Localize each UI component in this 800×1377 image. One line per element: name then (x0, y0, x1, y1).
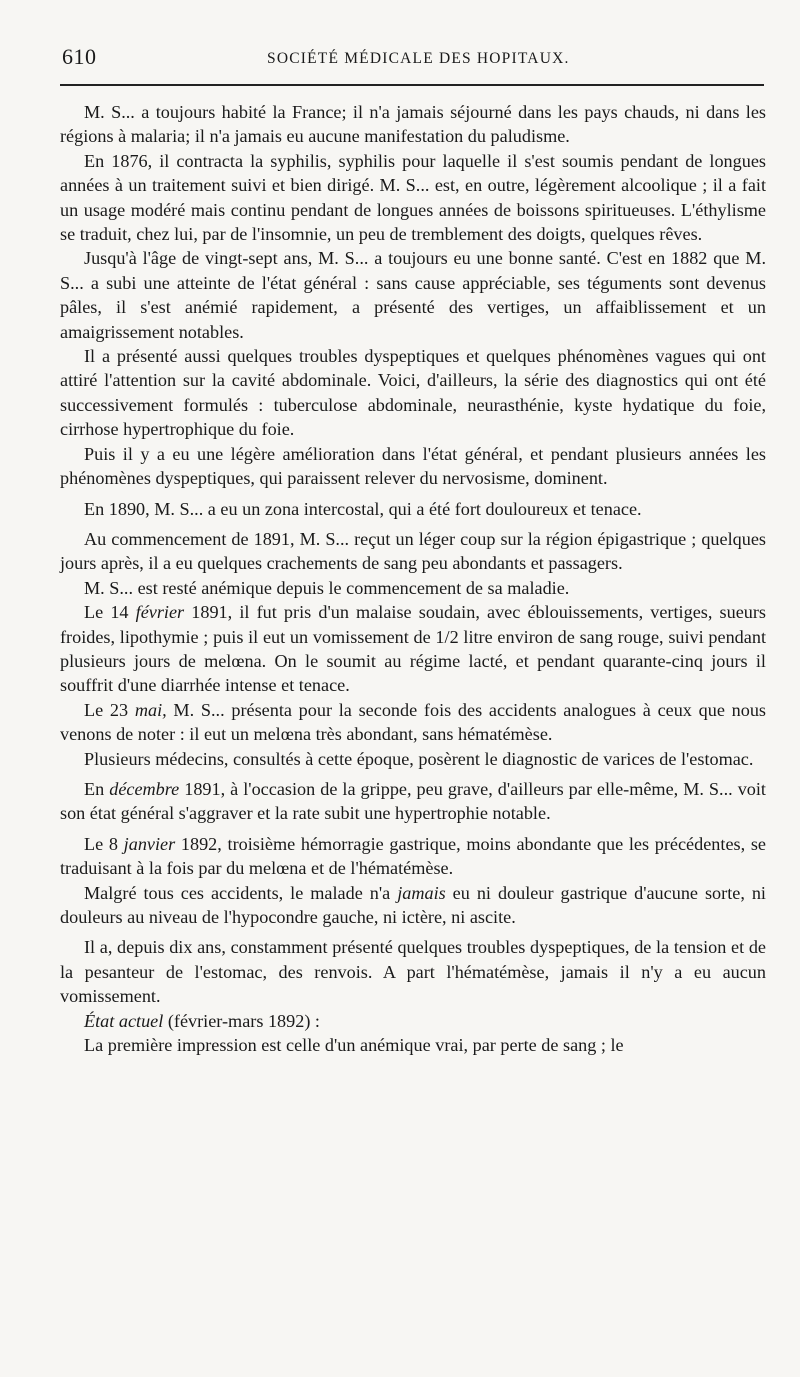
page-header (62, 44, 762, 78)
paragraph: En 1890, M. S... a eu un zona intercostal, qui a été fort douloureux et tenace. (84, 498, 642, 519)
date-emphasis: février (135, 602, 185, 623)
section-heading-emphasis: État actuel (84, 1010, 164, 1031)
word-emphasis: jamais (397, 882, 446, 903)
paragraph: Il a, depuis dix ans, constamment présenté quelques troubles dyspeptiques, de la tension et de la pesanteur de l'estomac, des renvois. A part l'hématémèse, jamais il n'y a eu aucun vomissement. (60, 937, 766, 1007)
paragraph (60, 777, 766, 826)
paragraph-text: En (84, 778, 110, 799)
paragraph-text: M. S... présenta pour la seconde fois des accidents analogues à ceux que nous venons de noter : il eut un melœna très abondant, sans hématémèse. (60, 699, 766, 745)
paragraph-text: 1891, il fut pris d'un malaise soudain, avec éblouissements, vertiges, sueurs froides, lipothymie ; puis il eut un vomissement de 1/2 litre environ de sang rouge, suivi pendant plusieurs jours de melœna. On le soumit au régime lacté, et pendant quarante-cinq jours il souffrit d'une diarrhée intense et tenace. (60, 602, 767, 696)
paragraph: M. S... a toujours habité la France; il n'a jamais séjourné dans les pays chauds, ni dans les régions à malaria; il n'a jamais eu aucune manifestation du paludisme. (60, 102, 766, 147)
paragraph-text: Le 23 (84, 699, 135, 720)
paragraph: Jusqu'à l'âge de vingt-sept ans, M. S... a toujours eu une bonne santé. C'est en 1882 que M. S... a subi une atteinte de l'état général : sans cause appréciable, ses téguments sont devenus pâles, il s'est anémié rapidement, a présenté des vertiges, un affaiblissement et un amaigrissement notables. (60, 248, 766, 342)
paragraph: M. S... est resté anémique depuis le commencement de sa maladie. (84, 577, 570, 598)
paragraph: En 1876, il contracta la syphilis, syphilis pour laquelle il s'est soumis pendant de longues années à un traitement suivi et bien dirigé. M. S... est, en outre, légèrement alcoolique ; il a fait un usage modéré mais continu pendant de longues années de boissons spiritueuses. L'éthylisme se traduit, chez lui, par de l'insomnie, un peu de tremblement des doigts, quelques rêves. (60, 150, 766, 245)
paragraph (60, 600, 766, 698)
paragraph-text: eu ni douleur gastrique d'aucune sorte, ni douleurs au niveau de l'hypocondre gauche, ni ictère, ni ascite. (60, 882, 766, 927)
paragraph (60, 881, 766, 930)
date-emphasis: décembre (109, 778, 180, 799)
paragraph-text: Malgré tous ces accidents, le malade n'a (84, 882, 398, 903)
paragraph (60, 1009, 766, 1033)
paragraph: Plusieurs médecins, consultés à cette époque, posèrent le diagnostic de varices de l'estomac. (84, 748, 754, 769)
paragraph-text: Le 14 (84, 602, 136, 623)
paragraph-text: (février-mars 1892) : (163, 1010, 320, 1031)
paragraph: La première impression est celle d'un anémique vrai, par perte de sang ; le (84, 1035, 624, 1056)
paragraph (60, 832, 766, 881)
paragraph (60, 698, 766, 747)
page-number: 610 (62, 44, 97, 69)
body-text (60, 100, 766, 1057)
paragraph: Il a présenté aussi quelques troubles dyspeptiques et quelques phénomènes vagues qui ont attiré l'attention sur la cavité abdominale. Voici, d'ailleurs, la série des diagnostics qui ont été successivement formulés : tuberculose abdominale, neurasthénie, kyste hydatique du foie, cirrhose hypertrophique du foie. (60, 346, 766, 440)
paragraph-text: Le 8 (84, 833, 124, 854)
date-emphasis: mai, (134, 699, 167, 720)
paragraph-text: 1892, troisième hémorragie gastrique, moins abondante que les précédentes, se traduisant à la fois par du melœna et de l'hématémèse. (60, 833, 766, 879)
paragraph-text: 1891, à l'occasion de la grippe, peu grave, d'ailleurs par elle-même, M. S... voit son état général s'aggraver et la rate subit une hypertrophie notable. (60, 778, 766, 824)
paragraph: Au commencement de 1891, M. S... reçut un léger coup sur la région épigastrique ; quelques jours après, il a eu quelques crachements de sang peu abondants et passagers. (60, 528, 766, 574)
header-rule (60, 84, 764, 86)
running-title: SOCIÉTÉ MÉDICALE DES HOPITAUX. (267, 50, 570, 67)
date-emphasis: janvier (123, 833, 176, 854)
paragraph: Puis il y a eu une légère amélioration dans l'état général, et pendant plusieurs années les phénomènes dyspeptiques, qui paraissent relever du nervosisme, dominent. (60, 443, 766, 489)
